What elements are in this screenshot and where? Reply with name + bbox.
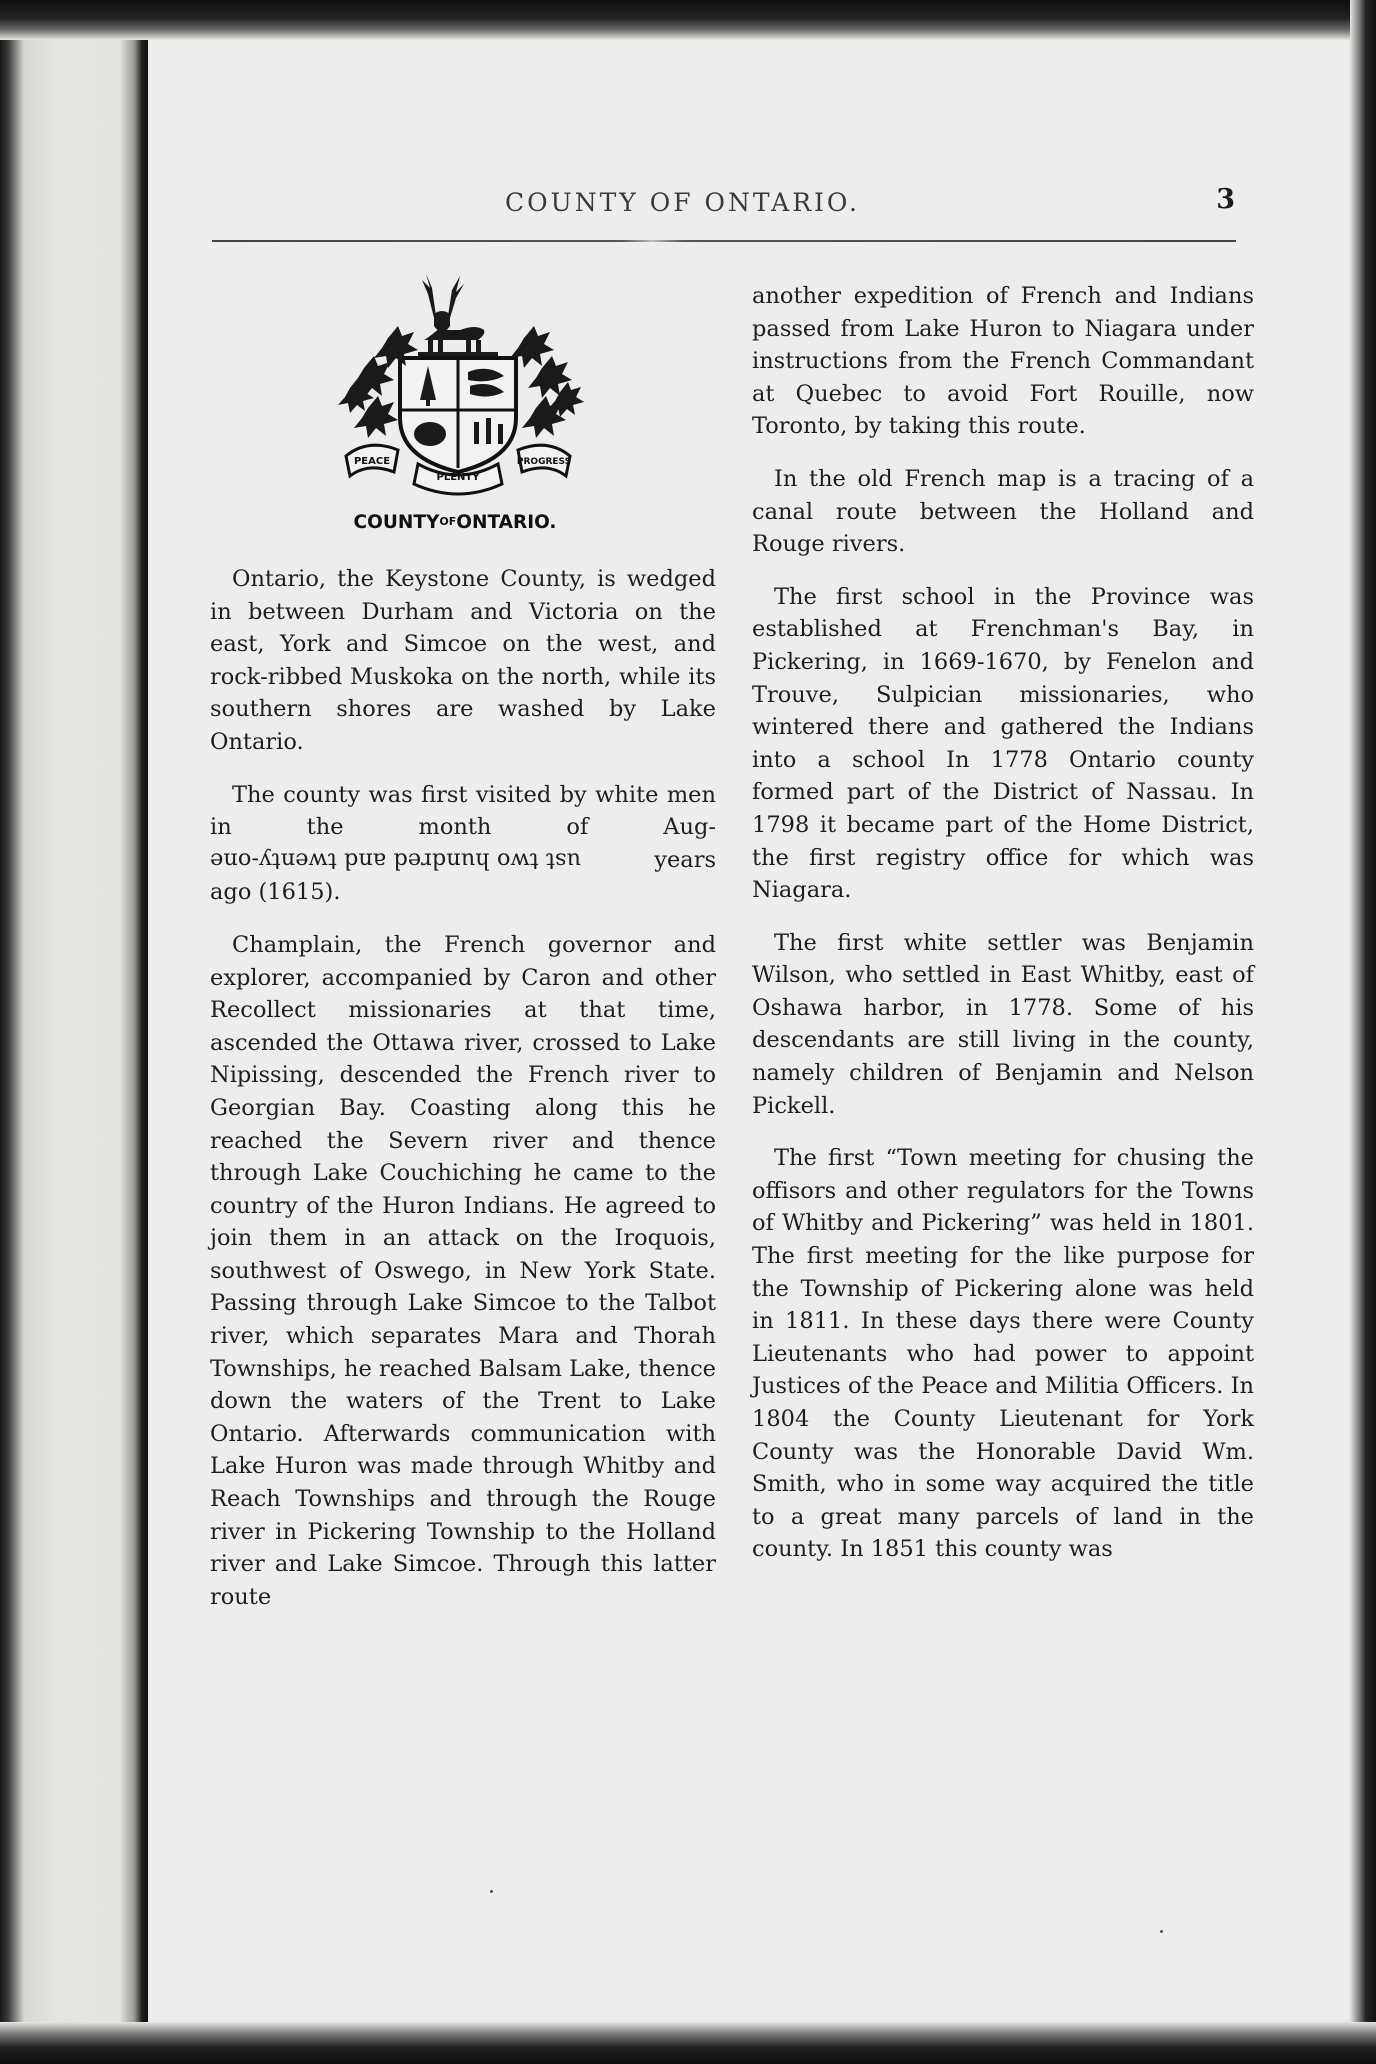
running-title: COUNTY OF ONTARIO. bbox=[505, 188, 860, 217]
paragraph-champlain: Champlain, the French governor and explorer, accompanied by Caron and other Recollect missionaries at that time, ascended the Ottawa river, crossed to Lake Nipissing, descended the French river to Georgian Bay. Coasting along this he reached the Severn river and thence through Lake Couchiching he came to the country of the Huron Indians. He agreed to join them in an attack on the Iroquois, southwest of Oswego, in New York State. Passing through Lake Simcoe to the Talbot river, which separates Mara and Thorah Townships, he reached Balsam Lake, thence down the waters of the Trent to Lake Ontario. Afterwards communication with Lake Huron was made through Whitby and Reach Townships and through the Rouge river in Pickering Township to the Holland river and Lake Simcoe. Through this latter route bbox=[210, 931, 716, 1610]
emblem-caption bbox=[300, 512, 610, 533]
scan-speck bbox=[1160, 1930, 1163, 1933]
paragraph-first-settler: The first white settler was Benjamin Wilson, who settled in East Whitby, east of Oshawa harbor, in 1778. Some of his descendants are still living in the county, namely children of Benjamin and Nelson Pickell. bbox=[752, 929, 1254, 1119]
coat-of-arms-emblem-icon bbox=[328, 268, 588, 498]
emblem-caption-ontario: ONTARIO. bbox=[456, 512, 557, 533]
header-rule bbox=[212, 240, 1236, 242]
page-number: 3 bbox=[1216, 184, 1235, 215]
scan-top-edge bbox=[0, 0, 1376, 40]
paragraph-first-visited-start: The county was first visited by white men in the month of Aug- bbox=[210, 781, 716, 841]
paragraph-expedition: another expedition of French and Indians passed from Lake Huron to Niagara under instructions from the French Commandant at Quebec to avoid Fort Rouille, now Toronto, by taking this route. bbox=[752, 283, 1254, 440]
scan-bottom-edge bbox=[0, 2022, 1376, 2064]
right-column bbox=[752, 280, 1254, 1586]
scan-speck bbox=[490, 1890, 493, 1893]
scan-left-edge bbox=[0, 0, 148, 2064]
left-column bbox=[210, 563, 716, 1633]
scan-right-edge bbox=[1350, 0, 1376, 2064]
paragraph-first-visited bbox=[210, 779, 716, 909]
paragraph-first-school: The first school in the Province was established at Frenchman's Bay, in Pickering, in 1669-1670, by Fenelon and Trouve, Sulpician missionaries, who wintered there and gathered the Indians into a school In 1778 Ontario county formed part of the District of Nassau. In 1798 it became part of the Home District, the first registry office for which was Niagara. bbox=[752, 583, 1254, 904]
ribbon-right-text: PROGRESS bbox=[516, 457, 572, 467]
ribbon-left-text: PEACE bbox=[353, 456, 391, 467]
paragraph-keystone-county: Ontario, the Keystone County, is wedged in between Durham and Victoria on the east, York and Simcoe on the west, and rock-ribbed Muskoka on the north, while its southern shores are washed by Lake Ontario. bbox=[210, 566, 716, 755]
ribbon-center-text: PLENTY bbox=[436, 472, 480, 483]
inverted-type-line: ust two hundred and twenty-one bbox=[210, 847, 582, 874]
running-head bbox=[215, 184, 1235, 224]
emblem-caption-of: OF bbox=[439, 515, 457, 528]
paragraph-french-map: In the old French map is a tracing of a canal route between the Holland and Rouge rivers. bbox=[752, 465, 1254, 558]
paragraph-first-visited-end: years ago (1615). bbox=[210, 846, 716, 906]
emblem-caption-county: COUNTY bbox=[353, 512, 440, 533]
paragraph-town-meeting: The first “Town meeting for chusing the offisors and other regulators for the Towns of Whitby and Pickering” was held in 1801. The first meeting for the like purpose for the Township of Pickering alone was held in 1811. In these days there were County Lieutenants who had power to appoint Justices of the Peace and Militia Officers. In 1804 the County Lieutenant for York County was the Honorable David Wm. Smith, who in some way acquired the title to a great many parcels of land in the county. In 1851 this county was bbox=[752, 1145, 1254, 1563]
